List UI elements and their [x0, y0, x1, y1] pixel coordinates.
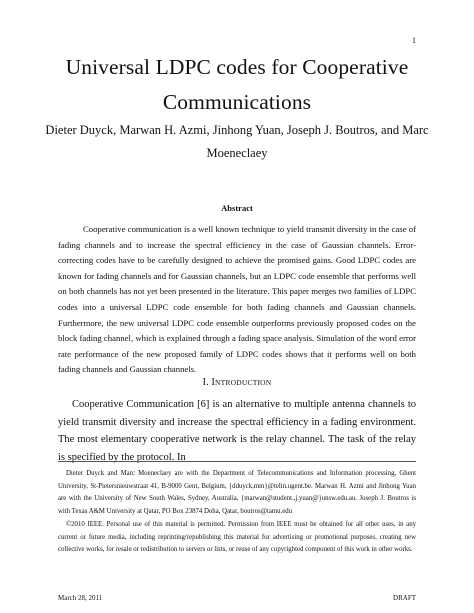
page-number: 1: [412, 36, 416, 45]
abstract-text: Cooperative communication is a well known technique to yield transmit diversity in the case of fading channels and to increase the spectral efficiency in the case of Gaussian channels. Error-correcting codes have to be carefully designed to achieve the promised gains. Good LDPC codes are known for fading channels and for Gaussian channels, but an LDPC code ensemble that performs well on both channels has not yet been presented in the literature. This paper merges two families of LDPC codes into a universal LDPC code ensemble for both fading channels and Gaussian channels. Furthermore, the new universal LDPC code ensemble outperforms previously proposed codes on the block fading channel, which is explained through a fading space analysis. Simulation of the word error rate performance of the new proposed family of LDPC codes shows that it performs well on both fading channels and Gaussian channels.: [58, 224, 416, 375]
footnote-copyright: ©2010 IEEE. Personal use of this material is permitted. Permission from IEEE must be obtained for all other uses, in any current or future media, including reprinting/republishing this material for advertising or promotional purposes, creating new collective works, for resale or redistribution to servers or lists, or reuse of any copyrighted component of this work in other works.: [58, 521, 416, 554]
footer-draft-label: DRAFT: [393, 594, 416, 602]
footer-date: March 28, 2011: [58, 594, 103, 602]
section-title-rest: NTRODUCTION: [215, 378, 272, 387]
footnote-rule: [58, 461, 416, 462]
footnote-affiliations: Dieter Duyck and Marc Moeneclaey are with the Department of Telecommunications and Information processing, Ghent University, St-Pietersnieuwstraat 41, B-9000 Gent, Belgium, {dduyck,mm}@telin.ugent.be. Marwan H. Azmi and Jinhong Yuan are with the University of New South Wales, Sydney, Australia, {marwan@student.,j.yuan@}unsw.edu.au. Joseph J. Boutros is with Texas A&M University at Qatar, PO Box 23874 Doha, Qatar, boutros@tamu.edu: [58, 470, 416, 515]
author-list: Dieter Duyck, Marwan H. Azmi, Jinhong Yuan, Joseph J. Boutros, and Marc Moeneclaey: [45, 123, 429, 160]
paper-title: Universal LDPC codes for Cooperative Communications: [65, 55, 409, 114]
section-heading: [0, 377, 474, 388]
introduction-text: Cooperative Communication [6] is an alternative to multiple antenna channels to yield transmit diversity and increase the spectral efficiency in a fading environment. The most elementary cooperative network is the relay channel. The task of the relay is specified by the protocol. In: [58, 399, 416, 463]
abstract-heading: Abstract: [221, 203, 253, 213]
section-numeral: I.: [202, 377, 209, 388]
section-title-initial: I: [211, 377, 216, 388]
